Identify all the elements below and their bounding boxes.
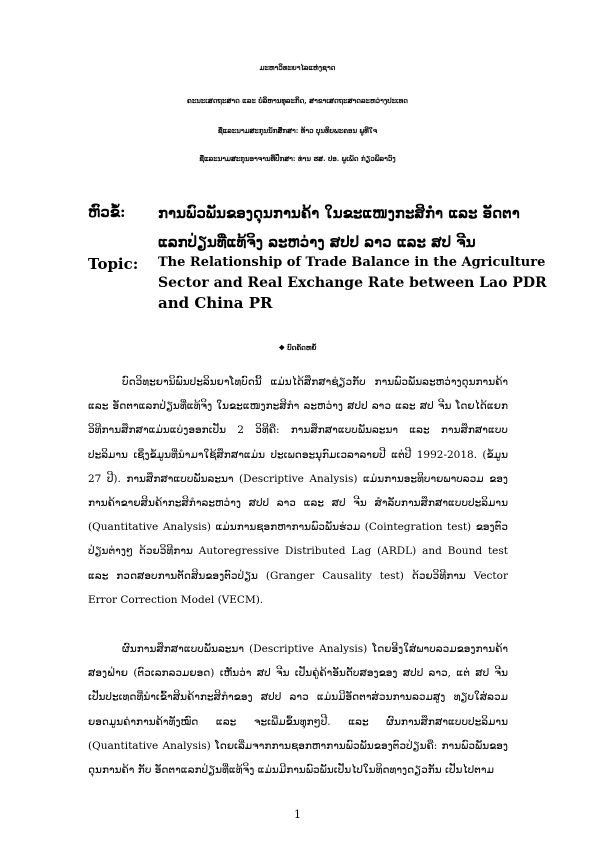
topic-title-lao <box>158 201 538 255</box>
abstract-paragraph-2: ຜົນການສຶກສາແບບພັນລະນາ (Descriptive Analysis) ໂດຍອີງໃສ່ພາບລວມຂອງການຄ້າສອງຝ່າຍ (ຕົວເລກລວມຍອດ) ເຫັນວ່າ ສປ ຈີນ ເປັນຄູ່ຄ້າອັນດັບສອງຂອງ ສປປ ລາວ, ແຕ່ ສປ ຈີນ ເປັນປະເທດທີ່ນຳເຂົ້າສິນຄ້າກະສິກຳຂອງ ສປປ ລາວ ແມ່ນມີອັດຕາສ່ວນການລວມສູງ ທຽບໃສ່ລວມຍອດມູນຄ່າການຄ້າທັງໝົດ ແລະ ຈະເພີ່ມຂຶ້ນທຸກໆປີ. ແລະ ຜົນການສຶກສາແບບປະລິມານ (Quantitative Analysis) ໂດຍເລີ່ມຈາກການຊອກຫາການພົວພັນຂອງຕົວປ່ຽນຄື: ການພົວພັນຂອງດຸນການຄ້າ ກັບ ອັດຕາແລກປ່ຽນທີ່ແທ້ຈິງ ແມ່ນມີການພົວພັນເປັນໄປໃນທິດທາງດຽວກັນ ເປັນໄປຕາມ <box>88 643 508 777</box>
topic-title-english <box>158 253 547 313</box>
topic-label-english: Topic: <box>88 255 139 273</box>
abstract-heading: ❖ ບົດຄັດຫຍໍ້ <box>278 343 317 352</box>
faculty-line: ຄະນະເສດຖະສາດ ແລະ ບໍລິຫານທຸລະກິດ, ສາຂາເສດຖະສາດລະຫວ່າງປະເທດ <box>187 96 408 105</box>
topic-en-line-2: Sector and Real Exchange Rate between Lao PDR <box>158 275 547 291</box>
topic-label-lao: ຫົວຂໍ້: <box>88 203 126 221</box>
page-number: 1 <box>294 808 301 821</box>
advisor-name-line: ຊື່ແລະນາມສະກຸນອາຈານທີ່ປຶກສາ: ທ່ານ ຮສ. ປອ. ພູເພັດ ກ່ຽວພິລາວົງ <box>199 154 396 163</box>
topic-en-line-1: The Relationship of Trade Balance in the Agriculture <box>158 255 546 270</box>
abstract-paragraph-1: ບົດວິທະຍານິພົນປະລິນຍາໂທບົດນີ້ ແມ່ນໄດ້ສຶກສາຊ່ຽວກັບ ການພົວພັນລະຫວ່າງດຸນການຄ້າ ແລະ ອັດຕາແລກປ່ຽນທີ່ແທ້ຈິງ ໃນຂະແໜງກະສິກຳ ລະຫວ່າງ ສປປ ລາວ ແລະ ສປ ຈີນ ໂດຍໄດ້ແຍກວິທີການສຶກສາແມ່ນແບ່ງອອກເປັນ 2 ວິທີຄື: ການສຶກສາແບບພັນລະນາ ແລະ ການສຶກສາແບບປະລິມານ ເຊິ່ງຂໍ້ມູນທີ່ນຳມາໃຊ້ສຶກສາແມ່ນ ປະເພດອະນຸກົມເວລາລາຍປີ ແຕ່ປີ 1992-2018. (ຂໍ້ມູນ 27 ປີ). ການສຶກສາແບບພັນລະນາ (Descriptive Analysis) ແມ່ນການອະທິບາຍພາບລວມ ຂອງການຄ້າຂາຍສິນຄ້າກະສິກຳລະຫວ່າງ ສປປ ລາວ ແລະ ສປ ຈີນ ສຳລັບການສຶກສາແບບປະລິມານ (Quantitative Analysis) ແມ່ນການຊອກຫາການພົວພັນຮ່ວມ (Cointegration test) ຂອງຕົວປ່ຽນຕ່າງໆ ດ້ວຍວິທີການ Autoregressive Distributed Lag (ARDL) and Bound test ແລະ ກວດສອບການຕັດສິນຂອງຕົວປ່ຽນ (Granger Causality test) ດ້ວຍວິທີການ Vector Error Correction Model (VECM). <box>88 376 508 606</box>
university-title: ມະຫາວິທະຍາໄລແຫ່ງຊາດ <box>259 63 336 72</box>
student-name-line: ຊື່ແລະນາມສະກຸນນັກສຶກສາ: ທ້າວ ບຸນທິບພະຄອນ ພູທີໃຈ <box>217 126 378 135</box>
topic-lao-line-1: ການພົວພັນຂອງດຸນການຄ້າ ໃນຂະແໜງກະສິກຳ ແລະ ອັດຕາ <box>158 204 520 222</box>
topic-lao-line-2: ແລກປ່ຽນທີ່ແທ້ຈິງ ລະຫວ່າງ ສປປ ລາວ ແລະ ສປ ຈີນ <box>158 233 476 251</box>
topic-en-line-3: and China PR <box>158 294 273 312</box>
